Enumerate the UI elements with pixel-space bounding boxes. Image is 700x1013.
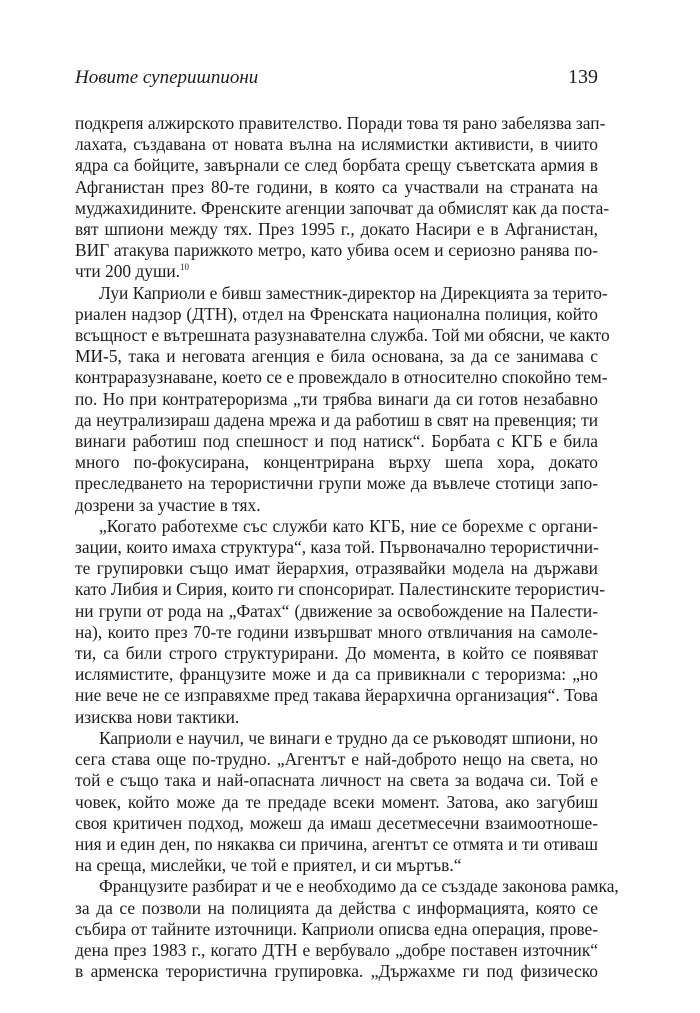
text-line: муджахидините. Френските агенции започват да обмислят как да постa- xyxy=(75,197,610,218)
text-line: контраразузнаване, което се е провеждало в относително спокойно тем- xyxy=(75,367,608,388)
paragraph xyxy=(75,282,610,516)
text-line: Французите разбират и че е необходимо да се създаде законова рамка, xyxy=(99,876,619,897)
text-line: ислямистите, французите може и да са привикнали с тероризма: „но xyxy=(75,664,598,685)
text-line: лахата, създавана от новата вълна на ислямистки активисти, в чиито xyxy=(75,134,598,155)
page-number: 139 xyxy=(568,66,598,88)
text-line: ния и един ден, по някаква си причина, агентът се отмята и ти отиваш xyxy=(75,833,598,854)
text-line: сега става още по-трудно. „Агентът е най-доброто нещо на света, но xyxy=(75,749,598,770)
text-line: по. Но при контратероризма „ти трябва винаги да си готов незабавно xyxy=(75,388,598,409)
paragraph xyxy=(75,515,606,728)
text-line: Афганистан през 80-те години, в която са участвали на страната на xyxy=(75,176,598,197)
text-line: ние вече не се изправяхме пред такава йерархична организация“. Това xyxy=(75,685,598,706)
paragraph xyxy=(75,728,598,876)
text-line: ВИГ атакува парижкото метро, като убива осем и сериозно ранява по- xyxy=(75,240,598,261)
text-line: да неутрализираш дадена мрежа и да работиш в свят на превенция; ти xyxy=(75,409,598,430)
text-line: всъщност е вътрешната разузнавателна служба. Той ми обясни, че както xyxy=(75,325,610,346)
text-line: ни групи от рода на „Фатах“ (движение за освобождение на Палести- xyxy=(75,600,598,621)
body-text xyxy=(75,113,619,982)
text-line: като Либия и Сирия, които ги спонсорират. Палестинските терористич- xyxy=(75,579,606,600)
paragraph xyxy=(75,113,610,283)
text-line: зации, които имаха структура“, каза той. Първоначално терористични- xyxy=(75,537,599,558)
text-line: МИ-5, така и неговата агенция е била основана, за да се занимава с xyxy=(75,346,598,367)
text-line: чти 200 души.$^{10}$ xyxy=(75,261,190,282)
text-line: „Когато работехме със служби като КГБ, ние се борехме с органи- xyxy=(99,515,598,536)
text-line: на), които през 70-те години извършват много отвличания на самоле- xyxy=(75,621,598,642)
text-line: изисква нови тактики. xyxy=(75,706,240,727)
text-line: те групировки също имат йерархия, отразявайки модела на държави xyxy=(75,558,598,579)
text-line: Луи Каприоли е бивш заместник-директор на Дирекцията за терито- xyxy=(99,282,608,303)
text-line: дозрени за участие в тях. xyxy=(75,494,261,515)
text-line: вят шпиони между тях. През 1995 г., докато Насири е в Афганистан, xyxy=(75,219,598,240)
text-line: преследването на терористични групи може да въвлече стотици запо- xyxy=(75,473,598,494)
text-line: винаги работиш под спешност и под натиск“. Борбата с КГБ е била xyxy=(75,431,598,452)
text-line: много по-фокусирана, концентрирана върху шепа хора, докато xyxy=(75,452,598,473)
text-line: дена през 1983 г., когато ДТН е вербувало „добре поставен източник“ xyxy=(75,939,598,960)
text-line: ти, са били строго структурирани. До момента, в който се появяват xyxy=(75,643,598,664)
running-title: Новите суперишпиони xyxy=(75,67,259,88)
text-line: ядра са бойците, завърнали се след борбата срещу съветската армия в xyxy=(75,155,598,176)
text-line: човек, който може да те предаде всеки момент. Затова, ако загубиш xyxy=(75,791,598,812)
text-line: риален надзор (ДТН), отдел на Френската национална полиция, който xyxy=(75,303,598,324)
text-line: в арменска терористична групировка. „Държахме ги под физическо xyxy=(75,961,598,982)
text-line: Каприоли е научил, че винаги е трудно да се ръководят шпиони, но xyxy=(99,727,598,748)
paragraph xyxy=(75,876,619,982)
text-line: на среща, мислейки, че той е приятел, и си мъртъв.“ xyxy=(75,855,462,876)
text-line: събира от тайните източници. Каприоли описва една операция, прове- xyxy=(75,918,598,939)
text-line: подкрепя алжирското правителство. Поради това тя рано забелязва зап- xyxy=(75,113,606,133)
text-line: той е също така и най-опасната личност на света за водача си. Той е xyxy=(75,770,598,791)
footnote-marker: 10 xyxy=(180,262,190,273)
text-line: своя критичен подход, можеш да имаш десетмесечни взаимоотноше- xyxy=(75,812,598,833)
text-line: за да се позволи на полицията да действа с информацията, която се xyxy=(75,897,598,918)
running-head xyxy=(75,66,598,89)
